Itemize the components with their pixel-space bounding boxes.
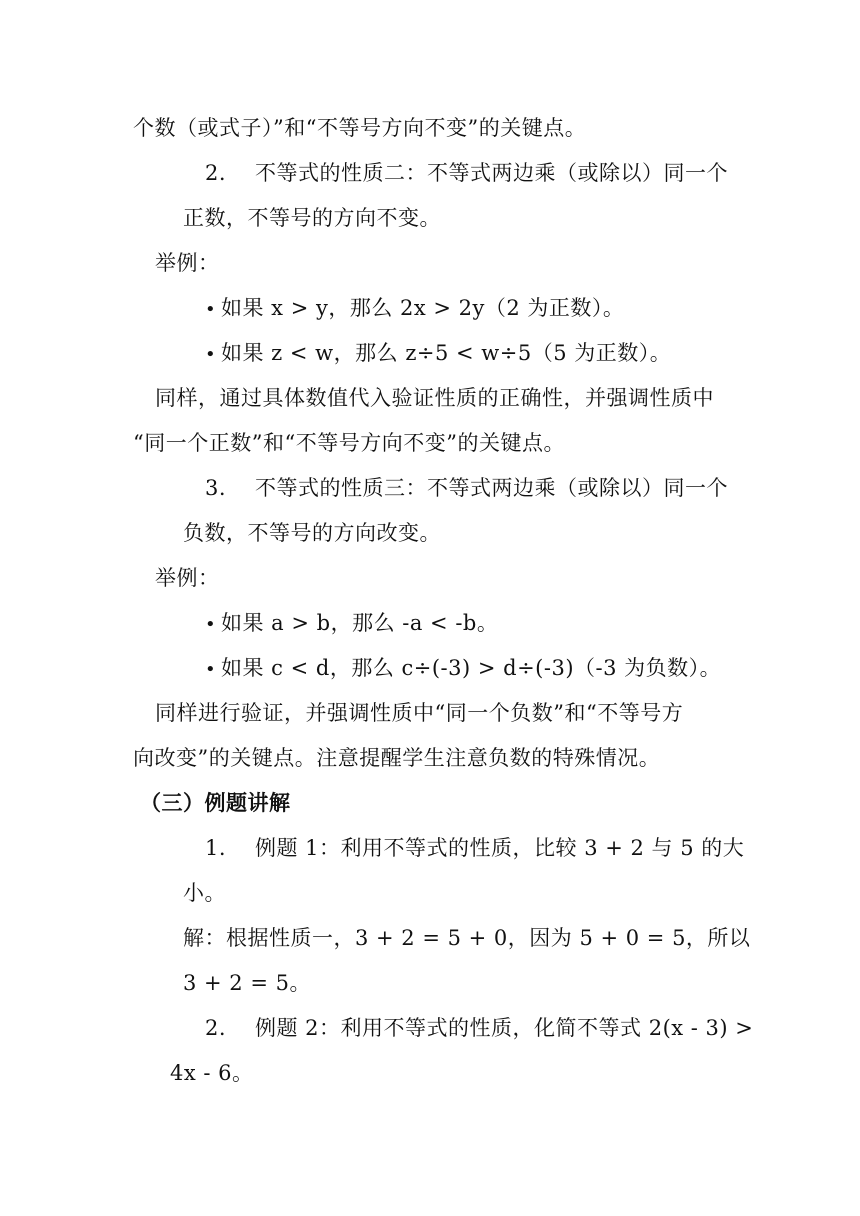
bullet-text: 如果 a > b，那么 -a < -b。 (221, 611, 499, 635)
paragraph-line: “同一个正数”和“不等号方向不变”的关键点。 (133, 431, 565, 455)
section-heading: （三）例题讲解 (140, 791, 291, 815)
bullet-item (205, 293, 624, 325)
solution-line: 解：根据性质一，3 + 2 = 5 + 0，因为 5 + 0 = 5，所以 (183, 926, 751, 950)
solution-line: 3 + 2 = 5。 (183, 971, 311, 995)
item-number: 1. (205, 836, 227, 860)
numbered-item-property-2 (205, 158, 728, 188)
paragraph-line: 同样，通过具体数值代入验证性质的正确性，并强调性质中 (155, 386, 714, 410)
numbered-item-example-1 (205, 833, 744, 863)
bullet-item (205, 608, 498, 640)
bullet-text: 如果 x > y，那么 2x > 2y（2 为正数）。 (221, 296, 625, 320)
numbered-item-example-2 (205, 1013, 753, 1043)
paragraph-line: 小。 (183, 881, 226, 905)
bullet-icon: • (205, 659, 217, 680)
numbered-item-property-3 (205, 473, 728, 503)
item-text: 不等式的性质三：不等式两边乘（或除以）同一个 (255, 476, 728, 500)
bullet-icon: • (205, 614, 217, 635)
item-text: 例题 2：利用不等式的性质，化简不等式 2(x - 3) > (255, 1016, 754, 1040)
bullet-item (205, 338, 671, 370)
item-number: 3. (205, 476, 227, 500)
item-text: 例题 1：利用不等式的性质，比较 3 + 2 与 5 的大 (255, 836, 745, 860)
bullet-item (205, 653, 721, 685)
paragraph-line: 同样进行验证，并强调性质中“同一个负数”和“不等号方 (155, 701, 684, 725)
example-label: 举例： (155, 566, 220, 590)
paragraph-line: 向改变”的关键点。注意提醒学生注意负数的特殊情况。 (133, 746, 661, 770)
paragraph-line: 负数，不等号的方向改变。 (183, 521, 441, 545)
item-text: 不等式的性质二：不等式两边乘（或除以）同一个 (255, 161, 728, 185)
item-number: 2. (205, 1016, 227, 1040)
paragraph-line: 4x - 6。 (170, 1061, 254, 1085)
bullet-icon: • (205, 344, 217, 365)
paragraph-line: 个数（或式子）”和“不等号方向不变”的关键点。 (133, 116, 587, 140)
bullet-icon: • (205, 299, 217, 320)
bullet-text: 如果 z < w，那么 z÷5 < w÷5（5 为正数）。 (221, 341, 672, 365)
example-label: 举例： (155, 251, 220, 275)
item-number: 2. (205, 161, 227, 185)
bullet-text: 如果 c < d，那么 c÷(-3) > d÷(-3)（-3 为负数）。 (221, 656, 722, 680)
paragraph-line: 正数，不等号的方向不变。 (183, 206, 441, 230)
